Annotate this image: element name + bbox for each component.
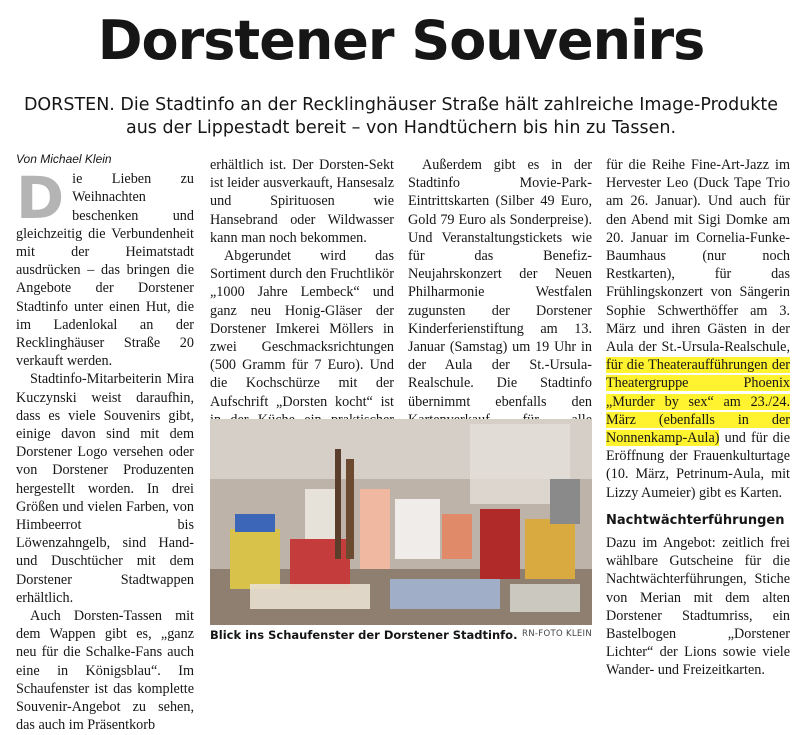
- lead-paragraph: DORSTEN. Die Stadtinfo an der Recklinghäuser Straße hält zahlreiche Image-Produkte aus der Lippestadt bereit – von Handtüchern bis hin zu Tassen.: [23, 95, 779, 138]
- paragraph-text: ie Lieben zu Weihnachten beschenken und gleichzeitig die Verbundenheit mit der Heimatstadt ausdrücken – das bringen die Angebote der Dorstener Stadtinfo unter einen Hut, die im Ladenlokal an der Recklinghäuser Straße 20 verkauft werden.: [16, 171, 194, 370]
- highlighted-text: für die Theateraufführungen der Theatergruppe Phoenix „Murder by sex“ am 23./24. März (ebenfalls in der Nonnenkamp-Aula): [606, 357, 790, 447]
- paragraph: [16, 164, 194, 370]
- paragraph-text: für die Reihe Fine-Art-Jazz im Hervester Leo (Duck Tape Trio am 26. Januar). Und auch für den Abend mit Sigi Domke am 20. Januar im Cornelia-Funke-Baumhaus (nur noch Restkarten), für das Frühlingskonzert von Sängerin Sophie Schwerthöffer am 3. März und ihren Gästen in der Aula der St.-Ursula-Realschule,: [606, 157, 790, 356]
- photo-credit: RN-FOTO KLEIN: [522, 629, 592, 639]
- subheading: Nachtwächterführungen: [606, 512, 785, 528]
- drop-cap: D: [16, 164, 65, 233]
- paragraph: [606, 156, 790, 502]
- column-4: [606, 156, 790, 680]
- paragraph: erhältlich ist. Der Dorsten-Sekt ist leider ausverkauft, Hansesalz und Spirituosen wie Hansebrand oder Wildwasser kann man noch bekommen.: [210, 157, 394, 246]
- paragraph-text: und für die Eröffnung der Frauenkulturtage (10. März, Petrinum-Aula, mit Lizzy Aumeier) gibt es Karten.: [606, 430, 790, 501]
- column-2: [210, 156, 394, 447]
- paragraph: Außerdem gibt es in der Stadtinfo Movie-Park-Eintrittskarten (Silber 49 Euro, Gold 79 Euro als Sonderpreise). Und Veranstaltungstickets wie für das Benefiz-Neujahrskonzert der Neuen Philharmonie Westfalen zugunsten der Dorstener Kinderferienstiftung am 13. Januar (Samstag) um 19 Uhr in der Aula der St.-Ursula-Realschule. Die Stadtinfo übernimmt ebenfalls den: [408, 157, 592, 410]
- paragraph: Dazu im Angebot: zeitlich frei wählbare Gutscheine für die Nachtwächterführungen, Stiche von Merian mit dem alten Dorstener Stadtumriss, ein Bastelbogen „Dorstener Lichter“ der Lions sowie viele Wander- und Freizeitkarten.: [606, 535, 790, 679]
- photo-caption: [210, 628, 592, 642]
- paragraph: Abgerundet wird das Sortiment durch den Fruchtlikör „1000 Jahre Lembeck“ und ganz neu Honig-Gläser der Dorstener Imkerei Möllers in zwei Geschmacksrichtungen (500 Gramm für 7 Euro). Und die Kochschürze mit der Aufschrift „Dorsten kocht“ ist: [210, 248, 394, 410]
- shop-window-photo: [210, 419, 592, 625]
- column-1: [16, 150, 194, 735]
- caption-text: Blick ins Schaufenster der Dorstener Stadtinfo.: [210, 628, 518, 642]
- byline: Von Michael Klein: [16, 152, 112, 166]
- photo-illustration: [210, 419, 592, 625]
- paragraph: Stadtinfo-Mitarbeiterin Mira Kuczynski weist daraufhin, dass es viele Souvenirs gibt, einige davon sind mit dem Dorstener Logo versehen oder von Dorstener Produzenten hergestellt worden. In drei Größen und vielen Farben, von Himbeerrot bis Löwenzahngelb, sind Hand- und Duschtücher mit dem Dorstener Stadtwappen erhältlich.: [16, 371, 194, 606]
- headline: Dorstener Souvenirs: [97, 9, 705, 72]
- paragraph: Auch Dorsten-Tassen mit dem Wappen gibt es, „ganz neu für die Schalke-Fans auch eine in Königsblau“. Im Schaufenster ist das komplette Souvenir-Angebot zu sehen, das auch im Präsentkorb: [16, 608, 194, 734]
